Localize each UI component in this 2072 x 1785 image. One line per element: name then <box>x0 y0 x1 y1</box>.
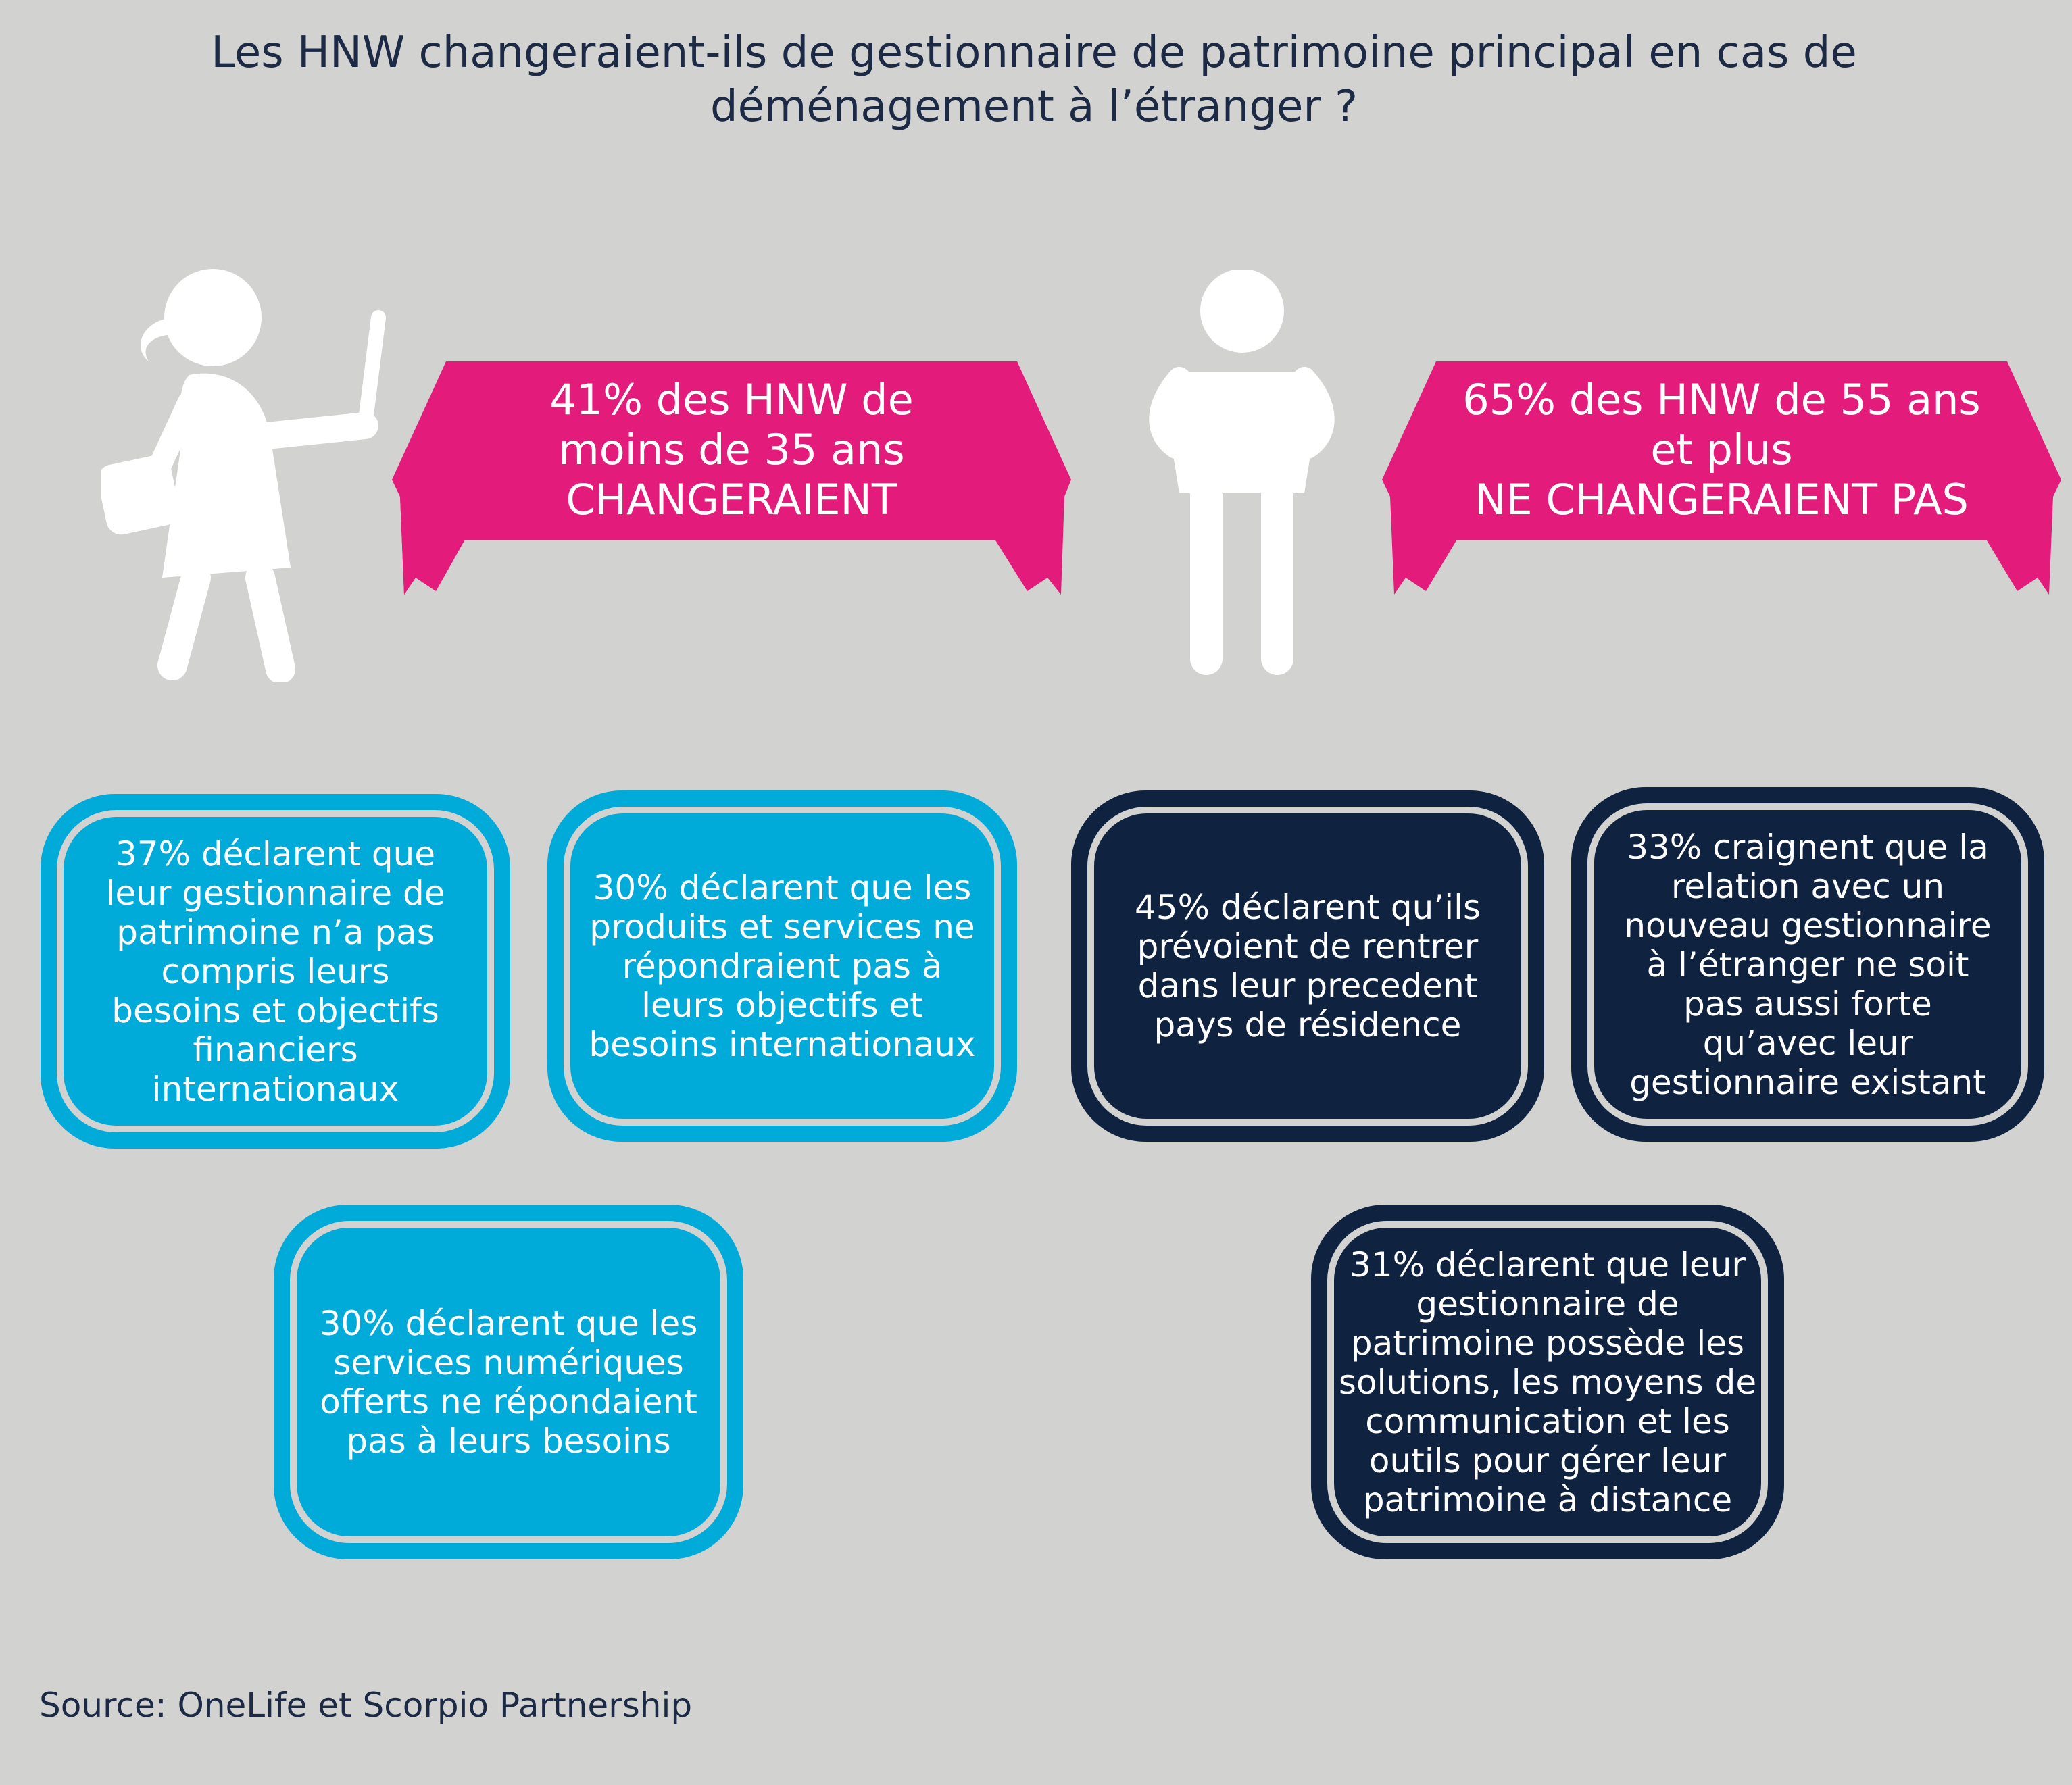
card-older-2-line: à l’étranger ne soit <box>1646 945 1969 984</box>
card-young-1-line: 37% déclarent que <box>115 834 436 874</box>
card-older-3-inner <box>1327 1221 1768 1543</box>
card-older-2-line: gestionnaire existant <box>1629 1062 1986 1102</box>
title-line-1: Les HNW changeraient-ils de gestionnaire de patrimoine principal en cas de <box>211 28 1857 78</box>
card-older-3-line: communication et les <box>1365 1401 1730 1441</box>
banner-older-line-3: NE CHANGERAIENT PAS <box>1475 475 1969 524</box>
card-young-3-line: pas à leurs besoins <box>346 1421 671 1461</box>
card-young-3 <box>274 1205 743 1559</box>
banner-young-text <box>446 375 1017 525</box>
card-older-2-line: qu’avec leur <box>1702 1023 1913 1063</box>
banner-young-change <box>392 361 1071 595</box>
card-older-1-line: dans leur precedent <box>1137 966 1478 1005</box>
card-young-1-inner <box>57 810 494 1132</box>
card-young-2-line: 30% déclarent que les <box>593 868 972 907</box>
card-older-2-inner <box>1587 803 2028 1126</box>
infographic-title <box>41 26 2027 134</box>
card-young-1-line: internationaux <box>151 1069 399 1109</box>
banner-older-line-2: et plus <box>1650 425 1793 474</box>
card-young-3-line: 30% déclarent que les <box>319 1303 698 1343</box>
card-young-2-line: produits et services ne <box>589 907 975 947</box>
card-young-1 <box>41 794 510 1149</box>
card-older-2-text <box>1624 828 1991 1102</box>
banner-older-text <box>1436 375 2007 525</box>
banner-older-not-change <box>1382 361 2061 595</box>
card-older-3-line: outils pour gérer leur <box>1368 1440 1727 1480</box>
card-young-2 <box>547 790 1017 1142</box>
card-older-1-line: 45% déclarent qu’ils <box>1134 888 1481 927</box>
card-young-1-line: patrimoine n’a pas <box>116 912 435 952</box>
source-note: Source: OneLife et Scorpio Partnership <box>39 1686 693 1725</box>
card-young-1-line: financiers <box>193 1030 358 1070</box>
young-woman-with-handbag-icon <box>101 267 399 682</box>
banner-older-line-1: 65% des HNW de 55 ans <box>1462 375 1981 424</box>
card-older-2-line: 33% craignent que la <box>1627 827 1989 867</box>
older-man-standing-icon <box>1142 270 1341 676</box>
banner-young-line-1: 41% des HNW de <box>549 375 914 424</box>
card-older-1-inner <box>1087 807 1528 1126</box>
card-young-2-text <box>589 868 975 1064</box>
card-older-1-line: prévoient de rentrer <box>1137 927 1479 966</box>
card-older-3-line: gestionnaire de <box>1416 1284 1679 1324</box>
card-older-2 <box>1571 787 2044 1142</box>
card-young-3-inner <box>290 1221 727 1543</box>
card-young-2-line: leurs objectifs et <box>641 986 923 1025</box>
card-older-2-line: nouveau gestionnaire <box>1624 905 1992 945</box>
banner-young-line-2: moins de 35 ans <box>558 425 905 474</box>
card-older-3-line: patrimoine à distance <box>1362 1480 1733 1519</box>
title-line-2: déménagement à l’étranger ? <box>710 82 1358 132</box>
card-young-1-line: leur gestionnaire de <box>105 873 445 913</box>
card-young-2-line: répondraient pas à <box>622 947 943 986</box>
card-young-1-line: compris leurs <box>161 951 390 991</box>
card-older-3-line: solutions, les moyens de <box>1338 1362 1757 1402</box>
card-older-1 <box>1071 790 1544 1142</box>
card-older-3-line: patrimoine possède les <box>1350 1323 1745 1363</box>
card-young-3-line: offerts ne répondaient <box>320 1382 697 1422</box>
card-older-3 <box>1311 1205 1784 1559</box>
card-young-2-line: besoins internationaux <box>589 1025 976 1064</box>
card-young-2-inner <box>564 807 1001 1126</box>
card-older-1-text <box>1135 888 1481 1045</box>
banner-young-line-3: CHANGERAIENT <box>566 475 897 524</box>
card-older-3-line: 31% déclarent que leur <box>1350 1245 1746 1284</box>
card-young-1-text <box>106 834 445 1109</box>
card-young-3-line: services numériques <box>333 1342 684 1382</box>
card-older-2-line: relation avec un <box>1671 866 1945 906</box>
card-older-2-line: pas aussi forte <box>1683 984 1932 1024</box>
card-older-1-line: pays de résidence <box>1154 1005 1462 1045</box>
card-older-3-text <box>1339 1245 1756 1519</box>
card-young-1-line: besoins et objectifs <box>112 990 439 1030</box>
card-young-3-text <box>320 1304 698 1461</box>
